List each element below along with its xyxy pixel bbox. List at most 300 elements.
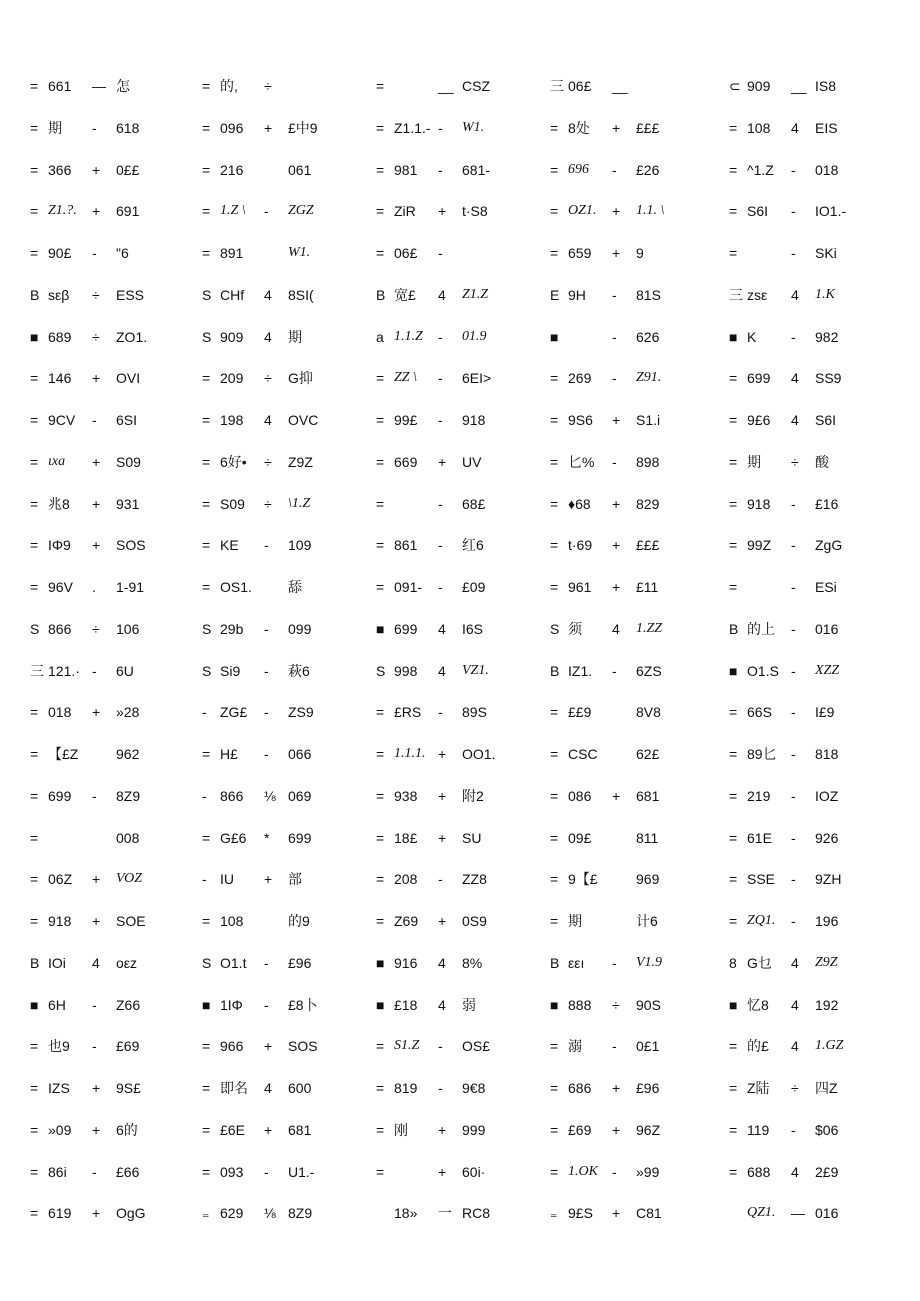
marker: = <box>729 496 738 512</box>
marker: ■ <box>550 329 559 345</box>
marker: = <box>30 162 39 178</box>
first-value: 【£Z <box>48 746 79 762</box>
operator: - <box>438 370 443 386</box>
operator: * <box>264 830 270 846</box>
marker: = <box>30 537 39 553</box>
operator: 一 <box>438 1205 452 1221</box>
second-value: C81 <box>636 1205 662 1221</box>
operator: - <box>264 1164 269 1180</box>
operator: + <box>438 788 447 804</box>
operator: - <box>791 663 796 679</box>
marker: = <box>729 1038 738 1054</box>
operator: - <box>438 245 443 261</box>
first-value: £RS <box>394 704 422 720</box>
second-value: 811 <box>636 830 659 846</box>
first-value: 866 <box>48 621 72 637</box>
first-value: 018 <box>48 704 72 720</box>
marker: = <box>550 746 559 762</box>
operator: 4 <box>791 955 799 971</box>
first-value: 99£ <box>394 412 418 428</box>
second-value: 9 <box>636 245 644 261</box>
first-value: OS1. <box>220 579 252 595</box>
first-value: £69 <box>568 1122 592 1138</box>
second-value: ZGZ <box>288 203 314 218</box>
first-value: CHf <box>220 287 245 303</box>
marker: = <box>376 203 385 219</box>
second-value: 8Z9 <box>288 1205 313 1221</box>
first-value: 忆8 <box>747 997 769 1013</box>
operator: + <box>612 496 621 512</box>
marker: ■ <box>729 663 738 679</box>
marker: = <box>729 871 738 887</box>
marker: = <box>550 496 559 512</box>
marker: = <box>30 704 39 720</box>
marker: = <box>550 1080 559 1096</box>
operator: - <box>612 329 617 345</box>
second-value: £16 <box>815 496 839 512</box>
first-value: 宽£ <box>394 287 416 303</box>
first-value: 086 <box>568 788 592 804</box>
operator: - <box>791 621 796 637</box>
operator: - <box>438 537 443 553</box>
first-value: 108 <box>220 913 244 929</box>
marker: E <box>550 287 560 303</box>
second-value: CSZ <box>462 78 490 94</box>
second-value: £££ <box>636 120 660 136</box>
second-value: 018 <box>815 162 839 178</box>
first-value: 8处 <box>568 120 590 136</box>
first-value: 119 <box>747 1122 770 1138</box>
second-value: 60i· <box>462 1164 486 1180</box>
second-value: 109 <box>288 537 312 553</box>
second-value: oεz <box>116 955 138 971</box>
marker: = <box>376 120 385 136</box>
first-value: 998 <box>394 663 418 679</box>
second-value: 舔 <box>288 579 302 595</box>
operator: - <box>791 162 796 178</box>
marker: = <box>30 788 39 804</box>
marker: = <box>729 162 738 178</box>
second-value: 069 <box>288 788 312 804</box>
first-value: 981 <box>394 162 418 178</box>
operator: + <box>612 245 621 261</box>
second-value: 008 <box>116 830 140 846</box>
second-value: 898 <box>636 454 660 470</box>
second-value: SS9 <box>815 370 842 386</box>
first-value: 89匕 <box>747 746 777 762</box>
marker: = <box>202 1122 211 1138</box>
first-value: 938 <box>394 788 418 804</box>
operator: - <box>438 162 443 178</box>
marker: = <box>30 1164 39 1180</box>
marker: = <box>729 537 738 553</box>
first-value: t·69 <box>568 537 593 553</box>
first-value: 219 <box>747 788 771 804</box>
second-value: ESi <box>815 579 837 595</box>
first-value: G乜 <box>747 955 772 971</box>
table-row <box>0 1118 920 1142</box>
first-value: ££9 <box>568 704 592 720</box>
first-value: 99Z <box>747 537 772 553</box>
operator: - <box>264 663 269 679</box>
first-value: 9£6 <box>747 412 771 428</box>
marker: = <box>202 412 211 428</box>
operator: - <box>264 955 269 971</box>
second-value: £8卜 <box>288 997 318 1013</box>
first-value: 09£ <box>568 830 592 846</box>
operator: - <box>438 1080 443 1096</box>
operator: - <box>612 162 617 178</box>
first-value: 699 <box>747 370 771 386</box>
operator: 4 <box>438 997 446 1013</box>
marker: ⊂ <box>729 78 741 94</box>
operator: ÷ <box>92 329 100 345</box>
marker: = <box>30 1038 39 1054</box>
second-value: I6S <box>462 621 484 637</box>
marker: = <box>550 203 559 219</box>
first-value: 须 <box>568 621 582 637</box>
second-value: 9€8 <box>462 1080 486 1096</box>
first-value: 918 <box>48 913 72 929</box>
second-value: OgG <box>116 1205 146 1221</box>
first-value: 1.Z \ <box>220 203 246 218</box>
operator: - <box>612 1164 617 1180</box>
second-value: 1.K <box>815 287 835 302</box>
table-row <box>0 1160 920 1184</box>
second-value: 8Z9 <box>116 788 141 804</box>
second-value: 9ZH <box>815 871 842 887</box>
operator: __ <box>438 78 454 94</box>
marker: S <box>202 663 212 679</box>
table-row <box>0 116 920 140</box>
marker: = <box>376 1122 385 1138</box>
second-value: ZZ8 <box>462 871 487 887</box>
marker: = <box>202 579 211 595</box>
operator: - <box>791 537 796 553</box>
operator: 4 <box>438 621 446 637</box>
operator: - <box>438 579 443 595</box>
operator: - <box>438 1038 443 1054</box>
first-value: ZQ1. <box>747 913 776 928</box>
second-value: 099 <box>288 621 312 637</box>
marker: = <box>550 830 559 846</box>
second-value: 68£ <box>462 496 486 512</box>
first-value: 6H <box>48 997 66 1013</box>
second-value: 066 <box>288 746 312 762</box>
second-value: 1.GZ <box>815 1038 844 1053</box>
operator: - <box>92 1038 97 1054</box>
first-value: 18£ <box>394 830 418 846</box>
first-value: 198 <box>220 412 244 428</box>
first-value: 29b <box>220 621 244 637</box>
first-value: IU <box>220 871 234 887</box>
first-value: 966 <box>220 1038 244 1054</box>
second-value: 061 <box>288 162 312 178</box>
first-value: 9CV <box>48 412 76 428</box>
first-value: 866 <box>220 788 244 804</box>
marker: = <box>202 746 211 762</box>
second-value: 1-91 <box>116 579 145 595</box>
operator: 4 <box>612 621 620 637</box>
first-value: ZZ \ <box>394 370 417 385</box>
first-value: 699 <box>48 788 72 804</box>
operator: - <box>92 120 97 136</box>
second-value: OS£ <box>462 1038 491 1054</box>
operator: + <box>92 871 101 887</box>
marker: = <box>202 203 211 219</box>
operator: + <box>438 746 447 762</box>
second-value: 962 <box>116 746 140 762</box>
second-value: SOE <box>116 913 146 929</box>
first-value: 619 <box>48 1205 72 1221</box>
operator: - <box>791 788 796 804</box>
marker: = <box>202 1080 211 1096</box>
first-value: S6I <box>747 203 769 219</box>
second-value: 计6 <box>636 913 658 929</box>
marker: = <box>30 78 39 94</box>
second-value: 600 <box>288 1080 312 1096</box>
marker: = <box>729 412 738 428</box>
second-value: 8V8 <box>636 704 661 720</box>
operator: - <box>612 287 617 303</box>
table-row <box>0 283 920 307</box>
first-value: 1IΦ <box>220 997 243 1013</box>
first-value: S09 <box>220 496 245 512</box>
table-row <box>0 909 920 933</box>
second-value: I£9 <box>815 704 835 720</box>
second-value: »28 <box>116 704 140 720</box>
operator: 4 <box>264 1080 272 1096</box>
marker: B <box>376 287 386 303</box>
marker: = <box>376 746 385 762</box>
table-row <box>0 700 920 724</box>
table-row <box>0 826 920 850</box>
first-value: 的£ <box>747 1038 769 1054</box>
second-value: 681 <box>288 1122 312 1138</box>
first-value: 即名 <box>220 1080 248 1096</box>
first-value: 06Z <box>48 871 73 887</box>
second-value: U1.- <box>288 1164 315 1180</box>
second-value: 0S9 <box>462 913 487 929</box>
operator: - <box>791 496 796 512</box>
first-value: 216 <box>220 162 244 178</box>
operator: - <box>791 203 796 219</box>
first-value: 961 <box>568 579 592 595</box>
marker: = <box>30 203 39 219</box>
marker: B <box>729 621 739 637</box>
table-row <box>0 533 920 557</box>
marker: = <box>550 412 559 428</box>
marker: ₌ <box>550 1205 558 1221</box>
second-value: £09 <box>462 579 486 595</box>
second-value: 96Z <box>636 1122 661 1138</box>
operator: + <box>92 913 101 929</box>
operator: - <box>264 997 269 1013</box>
operator: 4 <box>791 287 799 303</box>
operator: ÷ <box>791 454 799 470</box>
second-value: 1.ZZ <box>636 621 663 636</box>
second-value: IS8 <box>815 78 837 94</box>
marker: = <box>30 579 39 595</box>
second-value: ZS9 <box>288 704 314 720</box>
operator: - <box>264 704 269 720</box>
second-value: 酸 <box>815 454 829 470</box>
operator: - <box>264 621 269 637</box>
first-value: CSC <box>568 746 598 762</box>
operator: __ <box>612 78 628 94</box>
first-value: Z陆 <box>747 1080 770 1096</box>
operator: + <box>612 788 621 804</box>
second-value: SU <box>462 830 482 846</box>
second-value: £中9 <box>288 120 318 136</box>
second-value: £69 <box>116 1038 140 1054</box>
first-value: 689 <box>48 329 72 345</box>
operator: - <box>612 370 617 386</box>
operator: + <box>438 913 447 929</box>
marker: ■ <box>376 621 385 637</box>
marker: = <box>376 788 385 804</box>
first-value: 366 <box>48 162 72 178</box>
operator: + <box>92 370 101 386</box>
marker: = <box>376 162 385 178</box>
marker: B <box>550 663 560 679</box>
operator: + <box>264 120 273 136</box>
second-value: W1. <box>462 120 485 135</box>
operator: + <box>438 203 447 219</box>
table-row <box>0 867 920 891</box>
operator: ÷ <box>264 78 272 94</box>
second-value: ZO1. <box>116 329 148 345</box>
marker: = <box>30 1122 39 1138</box>
second-value: £96 <box>636 1080 660 1096</box>
marker: = <box>729 830 738 846</box>
operator: + <box>92 454 101 470</box>
operator: 4 <box>264 287 272 303</box>
second-value: S09 <box>116 454 141 470</box>
marker: = <box>376 579 385 595</box>
operator: + <box>92 1122 101 1138</box>
first-value: 06£ <box>568 78 592 94</box>
marker: = <box>202 78 211 94</box>
marker: S <box>202 955 212 971</box>
marker: B <box>30 287 40 303</box>
operator: - <box>92 663 97 679</box>
second-value: OO1. <box>462 746 496 762</box>
operator: - <box>92 412 97 428</box>
table-row <box>0 784 920 808</box>
marker: ■ <box>376 997 385 1013</box>
first-value: IZS <box>48 1080 70 1096</box>
first-value: ιxa <box>48 454 66 469</box>
marker: = <box>550 162 559 178</box>
operator: ÷ <box>92 621 100 637</box>
table-row <box>0 492 920 516</box>
marker: = <box>202 830 211 846</box>
second-value: 196 <box>815 913 839 929</box>
marker: = <box>550 913 559 929</box>
table-row <box>0 993 920 1017</box>
operator: 4 <box>791 997 799 1013</box>
marker: = <box>30 454 39 470</box>
operator: - <box>791 704 796 720</box>
operator: - <box>264 746 269 762</box>
operator: - <box>92 245 97 261</box>
marker: ■ <box>550 997 559 1013</box>
marker: = <box>729 913 738 929</box>
table-row <box>0 199 920 223</box>
operator: + <box>92 704 101 720</box>
first-value: 的上 <box>747 621 775 637</box>
second-value: EIS <box>815 120 838 136</box>
second-value: IOZ <box>815 788 839 804</box>
marker: = <box>376 454 385 470</box>
marker: = <box>729 1080 738 1096</box>
marker: = <box>376 537 385 553</box>
marker: = <box>550 370 559 386</box>
first-value: IΦ9 <box>48 537 71 553</box>
marker: = <box>376 913 385 929</box>
first-value: 兆8 <box>48 496 70 512</box>
marker: = <box>729 1164 738 1180</box>
first-value: KE <box>220 537 239 553</box>
first-value: 699 <box>394 621 418 637</box>
second-value: 2£9 <box>815 1164 839 1180</box>
second-value: W1. <box>288 245 311 260</box>
operator: - <box>612 955 617 971</box>
first-value: 96V <box>48 579 73 595</box>
operator: + <box>92 203 101 219</box>
second-value: 9S£ <box>116 1080 141 1096</box>
table-row <box>0 158 920 182</box>
first-value: £18 <box>394 997 418 1013</box>
operator: - <box>791 871 796 887</box>
second-value: 怎 <box>116 78 130 94</box>
first-value: ^1.Z <box>747 162 774 178</box>
operator: 4 <box>264 412 272 428</box>
marker: B <box>30 955 40 971</box>
first-value: 06£ <box>394 245 418 261</box>
operator: + <box>438 454 447 470</box>
marker: = <box>550 704 559 720</box>
first-value: 121.· <box>48 663 80 679</box>
marker: = <box>30 1080 39 1096</box>
second-value: VOZ <box>116 871 143 886</box>
operator: 4 <box>791 1038 799 1054</box>
marker: S <box>30 621 40 637</box>
operator: + <box>612 1080 621 1096</box>
marker: = <box>202 120 211 136</box>
second-value: 0££ <box>116 162 140 178</box>
second-value: G抑 <box>288 370 313 386</box>
second-value: 1.1. \ <box>636 203 665 218</box>
marker: 三 <box>550 78 564 94</box>
second-value: $06 <box>815 1122 839 1138</box>
second-value: S1.i <box>636 412 661 428</box>
operator: + <box>438 1122 447 1138</box>
second-value: Z1.Z <box>462 287 489 302</box>
second-value: t·S8 <box>462 203 488 219</box>
operator: + <box>612 412 621 428</box>
second-value: OVI <box>116 370 141 386</box>
marker: = <box>202 496 211 512</box>
first-value: K <box>747 329 757 345</box>
second-value: 016 <box>815 1205 839 1221</box>
second-value: 6U <box>116 663 134 679</box>
operator: . <box>92 579 96 595</box>
second-value: XZZ <box>815 663 840 678</box>
marker: B <box>550 955 560 971</box>
marker: S <box>202 329 212 345</box>
